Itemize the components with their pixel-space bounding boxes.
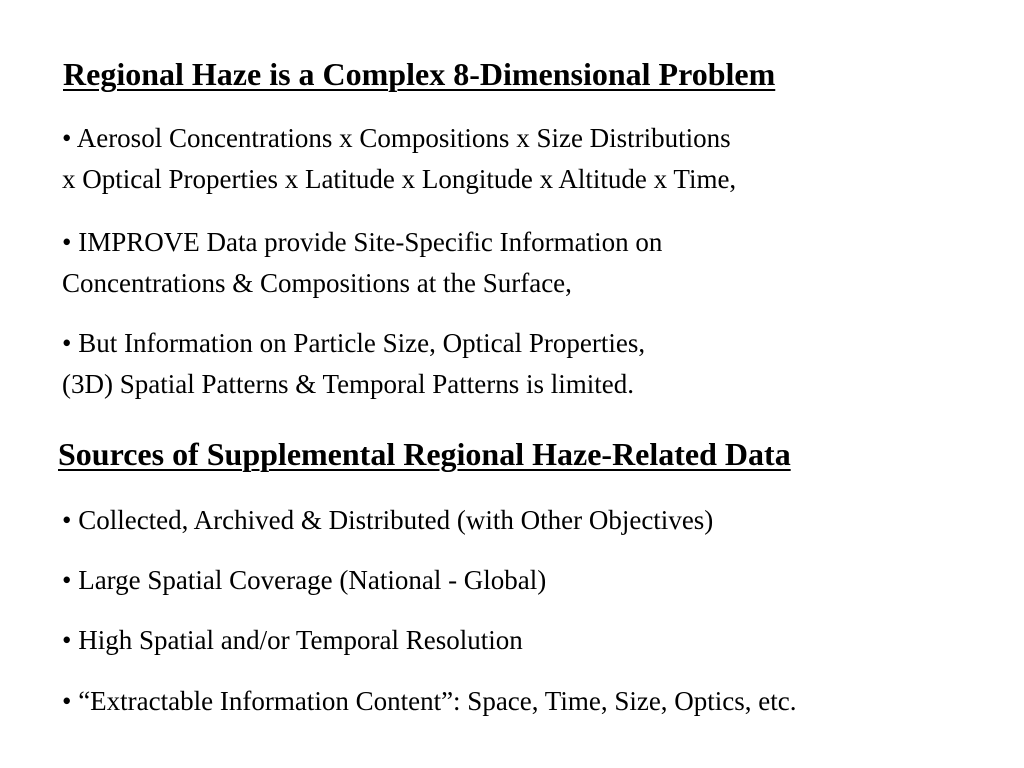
bullet-text-line: • IMPROVE Data provide Site-Specific Information on <box>62 227 663 257</box>
bullet-text-line: x Optical Properties x Latitude x Longitude x Altitude x Time, <box>62 164 737 194</box>
bullet-spatial-coverage <box>62 560 546 601</box>
bullet-collected-archived <box>62 500 713 541</box>
bullet-aerosol-dimensions <box>62 118 736 200</box>
bullet-text-line: (3D) Spatial Patterns & Temporal Patterns is limited. <box>62 369 635 399</box>
bullet-text-line: • But Information on Particle Size, Optical Properties, <box>62 328 646 358</box>
bullet-text-line: • Collected, Archived & Distributed (with Other Objectives) <box>62 505 714 535</box>
bullet-text-line: • Large Spatial Coverage (National - Global) <box>62 565 547 595</box>
bullet-extractable-content <box>62 681 797 722</box>
bullet-text-line: • High Spatial and/or Temporal Resolution <box>62 625 523 655</box>
bullet-resolution <box>62 620 523 661</box>
bullet-text-line: Concentrations & Compositions at the Surface, <box>62 268 572 298</box>
bullet-limited-information <box>62 323 645 405</box>
bullet-text-line: • “Extractable Information Content”: Space, Time, Size, Optics, etc. <box>62 686 797 716</box>
bullet-text-line: • Aerosol Concentrations x Compositions x Size Distributions <box>62 123 731 153</box>
section-heading-supplemental-sources: Sources of Supplemental Regional Haze-Related Data <box>58 436 791 472</box>
section-heading-complex-problem: Regional Haze is a Complex 8-Dimensional Problem <box>63 56 776 92</box>
bullet-improve-data <box>62 222 662 304</box>
